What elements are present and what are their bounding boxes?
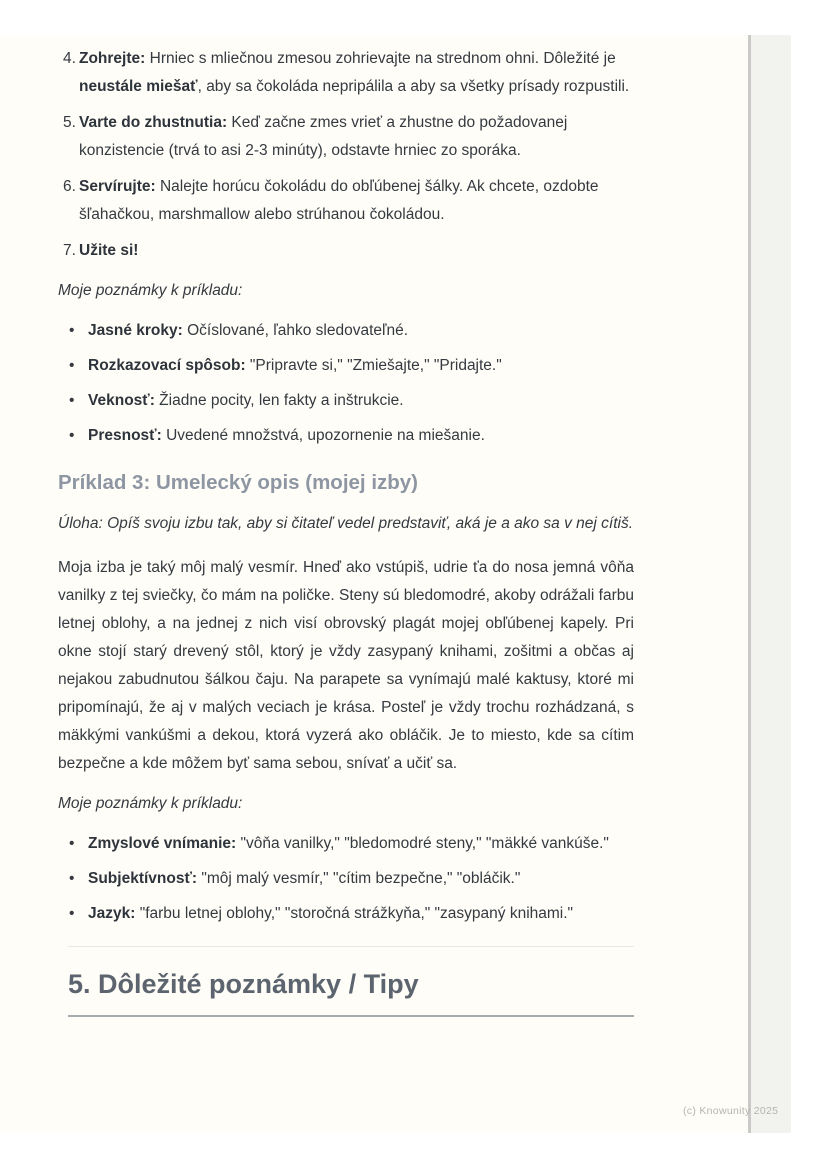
list-item-number: 5. — [63, 114, 76, 131]
list-item-number: 7. — [63, 242, 76, 259]
numbered-list-item — [58, 237, 634, 265]
bullet-item-text: Jazyk: "farbu letnej oblohy," "storočná strážkyňa," "zasypaný knihami." — [88, 905, 574, 922]
bullet-list-item — [58, 830, 634, 858]
bullet-marker: • — [69, 322, 75, 339]
bullet-item-text: Veknosť: Žiadne pocity, len fakty a inštrukcie. — [88, 392, 404, 409]
notes-label-1: Moje poznámky k príkladu: — [58, 282, 243, 299]
bullet-list-item — [58, 352, 634, 380]
description-paragraph: Moja izba je taký môj malý vesmír. Hneď ako vstúpiš, udrie ťa do nosa jemná vôňa vanilky z tej sviečky, čo mám na poličke. Steny sú bledomodré, akoby odrážali farbu letnej oblohy, a na jednej z nich visí obrovský plagát mojej obľúbenej kapely. Pri okne stojí starý drevený stôl, ktorý je vždy zasypaný knihami, zošitmi a občas aj nejakou zabudnutou šálkou čaju. Na parapete sa vynímajú malé kaktusy, ktoré mi pripomínajú, že aj v malých veciach je krása. Posteľ je vždy trochu rozhádzaná, s mäkkými vankúšmi a dekou, ktorá vyzerá ako obláčik. Je to miesto, kde sa cítim bezpečne a kde môžem byť sama sebou, snívať a učiť sa. — [58, 559, 634, 772]
bullet-list-item — [58, 387, 634, 415]
bullet-list-2 — [58, 830, 634, 928]
bullet-marker: • — [69, 870, 75, 887]
list-item-number: 6. — [63, 178, 76, 195]
notes-label-2: Moje poznámky k príkladu: — [58, 795, 243, 812]
bullet-list-item — [58, 422, 634, 450]
bullet-item-text: Jasné kroky: Očíslované, ľahko sledovateľné. — [88, 322, 409, 339]
bullet-marker: • — [69, 905, 75, 922]
list-item-text: Varte do zhustnutia: Keď začne zmes vrieť a zhustne do požadovanej konzistencie (trvá to asi 2-3 minúty), odstavte hrniec zo sporáka. — [79, 114, 568, 159]
bullet-item-text: Rozkazovací spôsob: "Pripravte si," "Zmiešajte," "Pridajte." — [88, 357, 502, 374]
numbered-list-item — [58, 109, 634, 165]
section-heading-tipy: 5. Dôležité poznámky / Tipy — [68, 969, 634, 1017]
page-content — [58, 45, 634, 1017]
list-item-number: 4. — [63, 50, 76, 67]
bullet-list-1 — [58, 317, 634, 450]
list-item-text: Užite si! — [79, 242, 139, 259]
bullet-marker: • — [69, 392, 75, 409]
list-item-text: Servírujte: Nalejte horúcu čokoládu do obľúbenej šálky. Ak chcete, ozdobte šľahačkou, marshmallow alebo strúhanou čokoládou. — [79, 178, 599, 223]
list-item-text: Zohrejte: Hrniec s mliečnou zmesou zohrievajte na strednom ohni. Dôležité je neustále miešať, aby sa čokoláda nepripálila a aby sa všetky prísady rozpustili. — [79, 50, 630, 95]
bullet-item-text: Presnosť: Uvedené množstvá, upozornenie na miešanie. — [88, 427, 485, 444]
watermark-text: (c) Knowunity 2025 — [683, 1105, 779, 1117]
bullet-marker: • — [69, 835, 75, 852]
numbered-list-item — [58, 45, 634, 101]
numbered-list-item — [58, 173, 634, 229]
numbered-list — [58, 45, 634, 265]
bullet-list-item — [58, 317, 634, 345]
bullet-marker: • — [69, 427, 75, 444]
task-prompt: Úloha: Opíš svoju izbu tak, aby si čitateľ vedel predstaviť, aká je a ako sa v nej cítiš. — [58, 515, 634, 532]
bullet-marker: • — [69, 357, 75, 374]
bullet-item-text: Subjektívnosť: "môj malý vesmír," "cítim bezpečne," "obláčik." — [88, 870, 521, 887]
bullet-list-item — [58, 865, 634, 893]
bullet-item-text: Zmyslové vnímanie: "vôňa vanilky," "bledomodré steny," "mäkké vankúše." — [88, 835, 609, 852]
document-page — [0, 35, 748, 1133]
section-divider — [68, 946, 634, 947]
bullet-list-item — [58, 900, 634, 928]
right-margin-strip — [751, 35, 791, 1133]
section-heading-priklad-3: Príklad 3: Umelecký opis (mojej izby) — [58, 471, 419, 494]
